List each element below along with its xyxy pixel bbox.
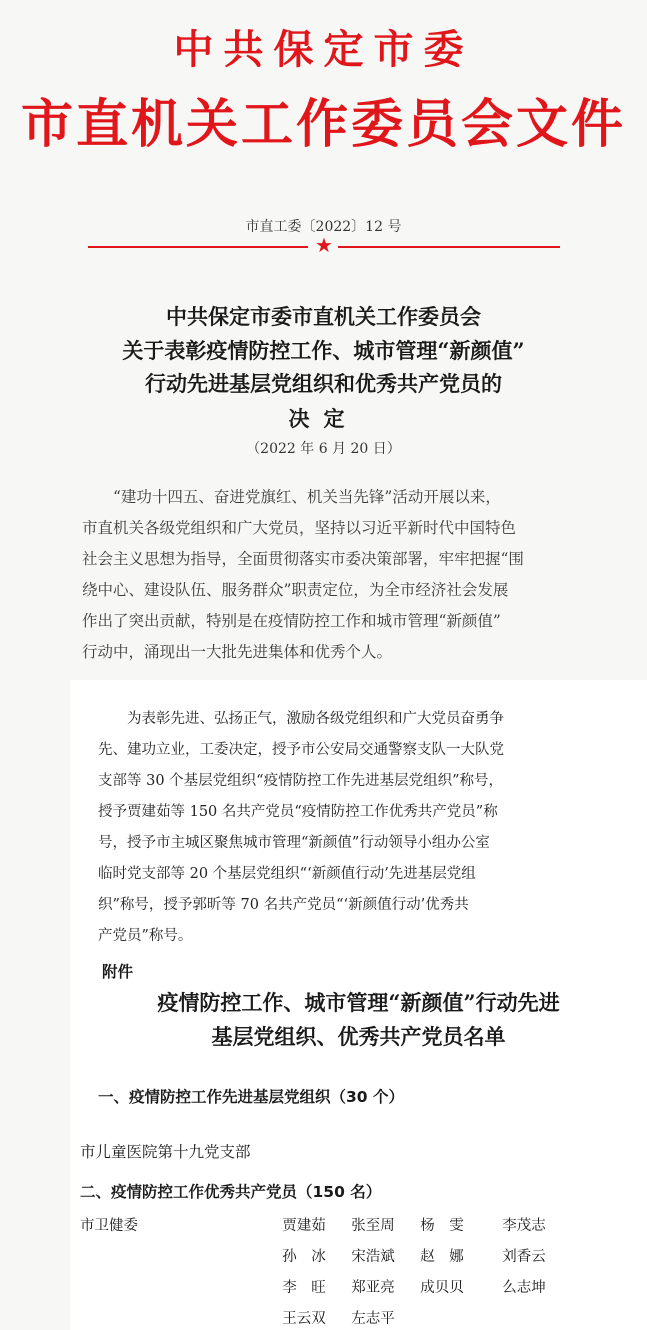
paragraph-2-line: 产党员”称号。 bbox=[98, 928, 193, 944]
member-name: 赵 娜 bbox=[420, 1249, 464, 1265]
annex-title-line-2: 基层党组织、优秀共产党员名单 bbox=[211, 1024, 506, 1049]
paragraph-1-line: 市直机关各级党组织和广大党员，坚持以习近平新时代中国特色 bbox=[82, 519, 517, 537]
paragraph-1 bbox=[82, 482, 562, 668]
paragraph-2-line: 织”称号，授予郭昕等 70 名共产党员“‘新颜值行动’优秀共 bbox=[98, 897, 469, 913]
paragraph-2-line: 临时党支部等 20 个基层党组织“‘新颜值行动’先进基层党组 bbox=[98, 866, 476, 882]
department-label: 市卫健委 bbox=[80, 1218, 138, 1234]
red-star-icon: ★ bbox=[315, 233, 333, 257]
member-name: 贾建茹 bbox=[282, 1218, 326, 1234]
member-name: 张至周 bbox=[351, 1218, 395, 1234]
issuing-org-line1: 中共保定市委 bbox=[173, 26, 474, 73]
paragraph-1-line: “建功十四五、奋进党旗红、机关当先锋”活动开展以来， bbox=[113, 488, 501, 506]
member-name: 左志平 bbox=[351, 1311, 395, 1327]
issuing-org-line2: 市直机关工作委员会文件 bbox=[20, 94, 626, 155]
member-name: 孙 冰 bbox=[282, 1249, 326, 1265]
member-name: 刘香云 bbox=[502, 1249, 546, 1265]
paragraph-2 bbox=[98, 704, 586, 952]
member-name: 李 旺 bbox=[282, 1280, 326, 1296]
member-name: 王云双 bbox=[282, 1311, 326, 1327]
member-name: 郑亚亮 bbox=[351, 1280, 395, 1296]
paragraph-1-line: 作出了突出贡献，特别是在疫情防控工作和城市管理“新颜值” bbox=[82, 612, 501, 630]
title-line-1: 中共保定市委市直机关工作委员会 bbox=[166, 304, 481, 329]
red-rule-right bbox=[338, 246, 560, 248]
document-number: 市直工委〔2022〕12 号 bbox=[245, 219, 402, 235]
title-line-3: 行动先进基层党组织和优秀共产党员的 bbox=[145, 371, 502, 396]
paragraph-2-line: 先、建功立业，工委决定，授予市公安局交通警察支队一大队党 bbox=[98, 742, 504, 758]
red-rule-left bbox=[88, 246, 308, 248]
paragraph-2-line: 为表彰先进、弘扬正气，激励各级党组织和广大党员奋勇争 bbox=[127, 711, 504, 727]
paragraph-1-line: 行动中，涌现出一大批先进集体和优秀个人。 bbox=[82, 643, 393, 661]
decision-date: （2022 年 6 月 20 日） bbox=[246, 441, 401, 457]
member-name: 杨 雯 bbox=[420, 1218, 464, 1234]
paragraph-2-line: 授予贾建茹等 150 名共产党员“疫情防控工作优秀共产党员”称 bbox=[98, 804, 498, 820]
paragraph-1-line: 社会主义思想为指导，全面贯彻落实市委决策部署，牢牢把握“围 bbox=[82, 550, 524, 568]
member-name: 么志坤 bbox=[502, 1280, 546, 1296]
member-name: 宋浩斌 bbox=[351, 1249, 395, 1265]
member-name: 成贝贝 bbox=[420, 1280, 464, 1296]
section-1-organization: 市儿童医院第十九党支部 bbox=[80, 1143, 251, 1161]
paragraph-2-line: 支部等 30 个基层党组织“疫情防控工作先进基层党组织”称号， bbox=[98, 773, 503, 789]
title-line-4: 决定 bbox=[288, 406, 359, 431]
annex-label: 附件 bbox=[102, 963, 134, 981]
paragraph-2-line: 号，授予市主城区聚焦城市管理“新颜值”行动领导小组办公室 bbox=[98, 835, 490, 851]
member-name: 李茂志 bbox=[502, 1218, 546, 1234]
title-line-2: 关于表彰疫情防控工作、城市管理“新颜值” bbox=[122, 338, 525, 363]
annex-title-line-1: 疫情防控工作、城市管理“新颜值”行动先进 bbox=[157, 990, 560, 1015]
paragraph-1-line: 绕中心、建设队伍、服务群众”职责定位，为全市经济社会发展 bbox=[82, 581, 509, 599]
section-1-heading: 一、疫情防控工作先进基层党组织（30 个） bbox=[98, 1088, 404, 1106]
section-2-heading: 二、疫情防控工作优秀共产党员（150 名） bbox=[80, 1183, 382, 1201]
